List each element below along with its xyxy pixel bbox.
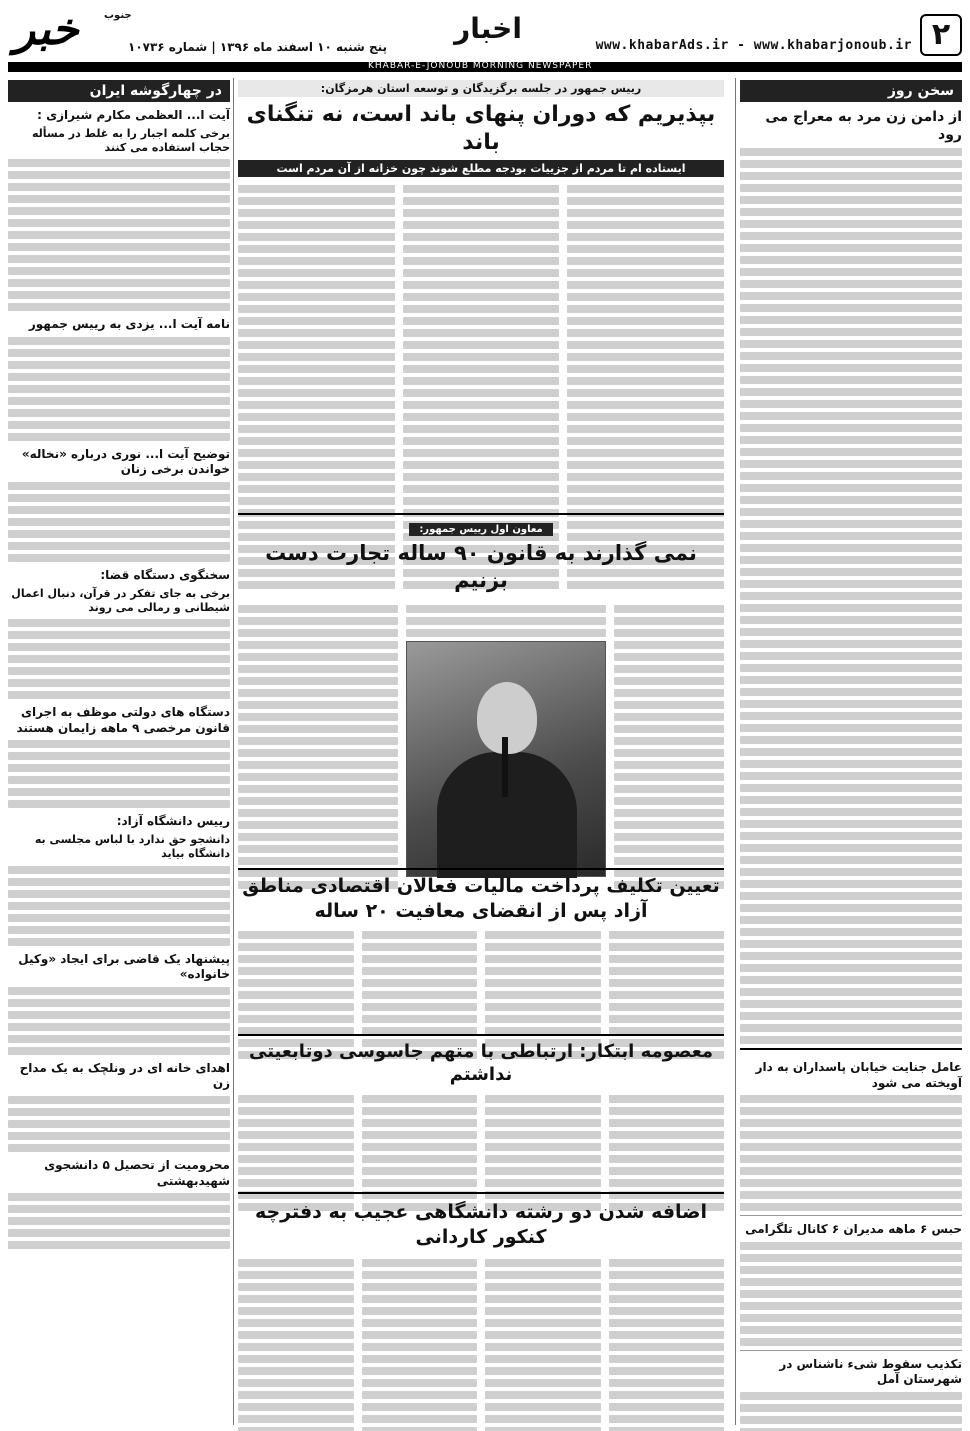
second-story <box>238 513 724 863</box>
left-box-title: در چهارگوشه ایران <box>8 80 230 102</box>
news-item-subtitle[interactable]: برخی کلمه اجبار را به غلط در مسأله حجاب استفاده می کنند <box>31 126 230 154</box>
news-item-title[interactable]: دستگاه های دولتی موظف به اجرای قانون مرخصی ۹ ماهه زایمان هستند <box>16 705 230 735</box>
fourth-headline[interactable]: معصومه ابتکار: ارتباطی با متهم جاسوسی دوتابعیتی نداشتم <box>248 1041 714 1086</box>
lead-strap: ایستاده ام تا مردم از جزییات بودجه مطلع شوند چون خزانه از آن مردم است <box>238 160 724 177</box>
divider <box>740 1350 962 1351</box>
news-item-body <box>8 159 230 311</box>
second-body-column <box>614 601 724 893</box>
news-item-body <box>8 740 230 808</box>
news-item-body <box>8 1096 230 1152</box>
newspaper-logo <box>14 4 132 60</box>
lead-headline[interactable]: بپذیریم که دوران پنهای باند است، نه تنگنای باند <box>246 102 716 155</box>
brief-headline[interactable]: عامل جنایت خیابان پاسداران به دار آویخته می شود <box>755 1060 962 1090</box>
site-url[interactable]: www.khabarAds.ir - www.khabarjonoub.ir <box>595 38 912 53</box>
section-name: اخبار <box>454 12 522 45</box>
divider <box>740 1215 962 1216</box>
news-item-body <box>8 337 230 441</box>
column-rule <box>735 78 736 1425</box>
right-column-briefs <box>740 1048 962 1431</box>
brief-headline[interactable]: حبس ۶ ماهه مدیران ۶ کانال تلگرامی <box>745 1222 962 1237</box>
news-item-body <box>8 987 230 1055</box>
news-item-title[interactable]: اهدای خانه ای در ونلچک به یک مداح زن <box>19 1060 230 1091</box>
logo-word: خبر <box>14 4 79 55</box>
third-headline[interactable]: تعیین تکلیف پرداخت مالیات فعالان اقتصادی مناطق آزاد پس از انقضای معافیت ۲۰ ساله <box>242 875 720 922</box>
fifth-body <box>238 1255 724 1431</box>
second-body-column <box>406 601 606 641</box>
news-item-title[interactable]: نامه آیت ا... یزدی به رییس جمهور <box>28 317 230 332</box>
news-item-title[interactable]: توضیح آیت ا... نوری درباره «نخاله» خواندن برخی زنان <box>21 446 230 477</box>
news-item-title[interactable]: محرومیت از تحصیل ۵ دانشجوی شهیدبهشتی <box>44 1157 230 1188</box>
page-number: ۲ <box>920 14 962 56</box>
news-item-body <box>8 1193 230 1249</box>
date-line: پنج شنبه ۱۰ اسفند ماه ۱۳۹۶ | شماره ۱۰۷۳۶ <box>128 40 388 54</box>
second-headline[interactable]: نمی گذارند به قانون ۹۰ ساله تجارت دست بزنیم <box>265 541 697 593</box>
brief-headline[interactable]: تکذیب سقوط شیء ناشناس در شهرستان آمل <box>779 1356 962 1387</box>
editorial-box-title: سخن روز <box>740 80 962 102</box>
column-rule <box>233 78 234 1425</box>
brief-body <box>740 1392 962 1431</box>
right-column <box>740 80 962 1048</box>
news-item-title[interactable]: آیت ا... العظمی مکارم شیرازی : <box>37 108 230 122</box>
news-item-subtitle[interactable]: دانشجو حق ندارد با لباس مجلسی به دانشگاه بیاید <box>34 832 230 861</box>
fourth-story <box>238 1034 724 1186</box>
news-item-body <box>8 482 230 562</box>
brief-body <box>740 1095 962 1211</box>
second-body-column <box>238 601 398 893</box>
second-kicker: معاون اول رییس جمهور: <box>409 523 552 536</box>
editorial-headline[interactable]: از دامن زن مرد به معراج می رود <box>765 109 962 144</box>
banner-text: KHABAR-E-JONOUB MORNING NEWSPAPER <box>368 61 593 71</box>
fifth-story <box>238 1192 724 1422</box>
fifth-headline[interactable]: اضافه شدن دو رشته دانشگاهی عجیب به دفترچه کنکور کاردانی <box>254 1201 708 1248</box>
editorial-body <box>740 148 962 1044</box>
lead-kicker: رییس جمهور در جلسه برگزیدگان و توسعه استان هرمزگان: <box>238 80 724 97</box>
news-item-title[interactable]: رییس دانشگاه آزاد: <box>116 814 230 829</box>
second-body <box>238 601 724 891</box>
masthead-banner <box>8 62 962 72</box>
news-item-title[interactable]: پیشنهاد یک قاضی برای ایجاد «وکیل خانواده» <box>18 951 230 982</box>
logo-tag: جنوب <box>104 10 132 21</box>
brief-body <box>740 1242 962 1346</box>
news-item-title[interactable]: سخنگوی دستگاه قضا: <box>100 567 230 582</box>
news-item-body <box>8 866 230 946</box>
news-item-subtitle[interactable]: برخی به جای تفکر در قرآن، دنبال اعمال شیطانی و رمالی می روند <box>11 586 230 614</box>
news-item-body <box>8 619 230 699</box>
masthead <box>8 4 962 60</box>
vice-president-photo <box>406 641 606 877</box>
left-column <box>8 80 230 1253</box>
third-story <box>238 868 724 1028</box>
